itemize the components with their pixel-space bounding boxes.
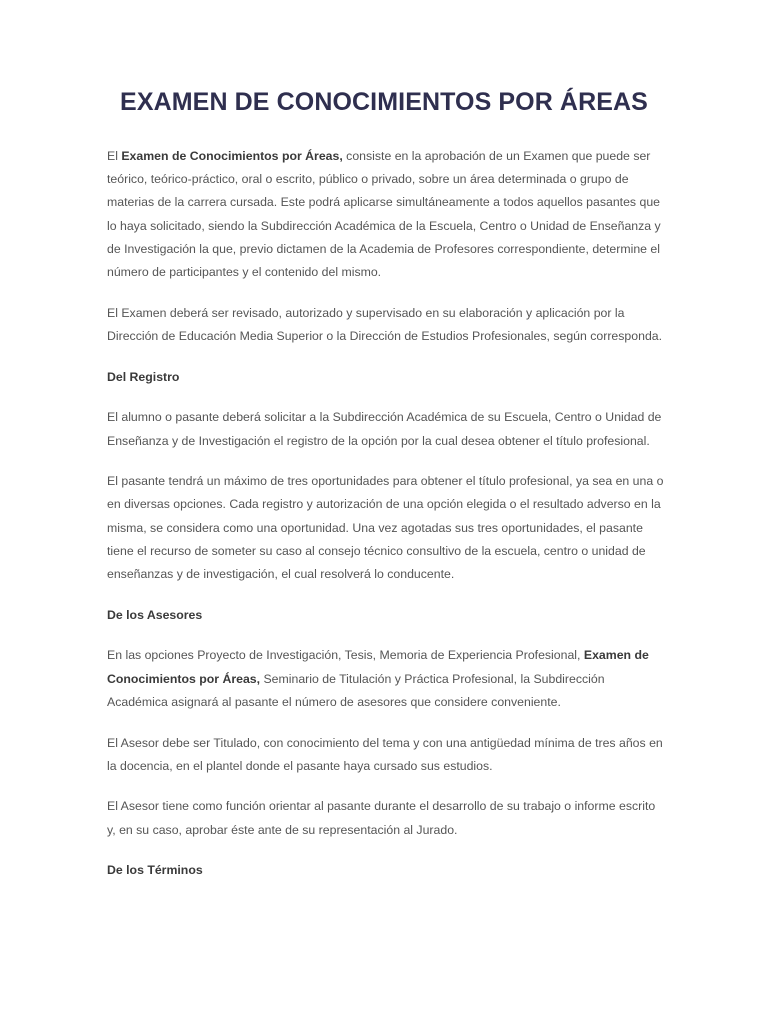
heading-registro: Del Registro: [107, 369, 180, 384]
paragraph-asesor-funcion: El Asesor tiene como función orientar al pasante durante el desarrollo de su trabajo o informe escrito y, en su caso, aprobar éste ante de su representación al Jurado.: [107, 799, 656, 837]
paragraph-oportunidades: El pasante tendrá un máximo de tres oportunidades para obtener el título profesional, ya sea en una o en diversas opciones. Cada registro y autorización de una opción elegida o el resultado adverso en la misma, se considera como una oportunidad. Una vez agotadas sus tres oportunidades, el pasante tiene el recurso de someter su caso al consejo técnico consultivo de la escuela, centro o unidad de enseñanzas y de investigación, el cual resolverá lo conducente.: [107, 474, 664, 582]
heading-asesores: De los Asesores: [107, 607, 203, 622]
heading-terminos: De los Términos: [107, 863, 203, 878]
paragraph-intro: [107, 145, 667, 284]
paragraph-intro-lead: El: [107, 149, 122, 163]
paragraph-registro: El alumno o pasante deberá solicitar a la Subdirección Académica de su Escuela, Centro o Unidad de Enseñanza y de Investigación el registro de la opción por la cual desea obtener el título profesional.: [107, 410, 662, 448]
paragraph-intro-rest: consiste en la aprobación de un Examen que puede ser teórico, teórico-práctico, oral o escrito, público o privado, sobre un área determinada o grupo de materias de la carrera cursada. Este podrá aplicarse simultáneamente a todos aquellos pasantes que lo haya solicitado, siendo la Subdirección Académica de la Escuela, Centro o Unidad de Enseñanza y de Investigación la que, previo dictamen de la Academia de Profesores correspondiente, determine el número de participantes y el contenido del mismo.: [107, 149, 661, 280]
paragraph-review: El Examen deberá ser revisado, autorizado y supervisado en su elaboración y aplicación por la Dirección de Educación Media Superior o la Dirección de Estudios Profesionales, según corresponda.: [107, 305, 663, 343]
paragraph-intro-bold: Examen de Conocimientos por Áreas,: [121, 149, 343, 163]
paragraph-asesores-rest: Seminario de Titulación y Práctica Profesional, la Subdirección Académica asignará al pasante el número de asesores que considere conveniente.: [107, 671, 605, 709]
page-title: EXAMEN DE CONOCIMIENTOS POR ÁREAS: [120, 88, 648, 116]
paragraph-asesores: [107, 644, 667, 714]
paragraph-asesores-bold: Examen de Conocimientos por Áreas,: [107, 648, 649, 686]
paragraph-asesor-requisitos: El Asesor debe ser Titulado, con conocimiento del tema y con una antigüedad mínima de tres años en la docencia, en el plantel donde el pasante haya cursado sus estudios.: [107, 735, 663, 773]
document-body: [107, 145, 667, 900]
paragraph-asesores-lead: En las opciones Proyecto de Investigación, Tesis, Memoria de Experiencia Profesional,: [107, 648, 584, 663]
